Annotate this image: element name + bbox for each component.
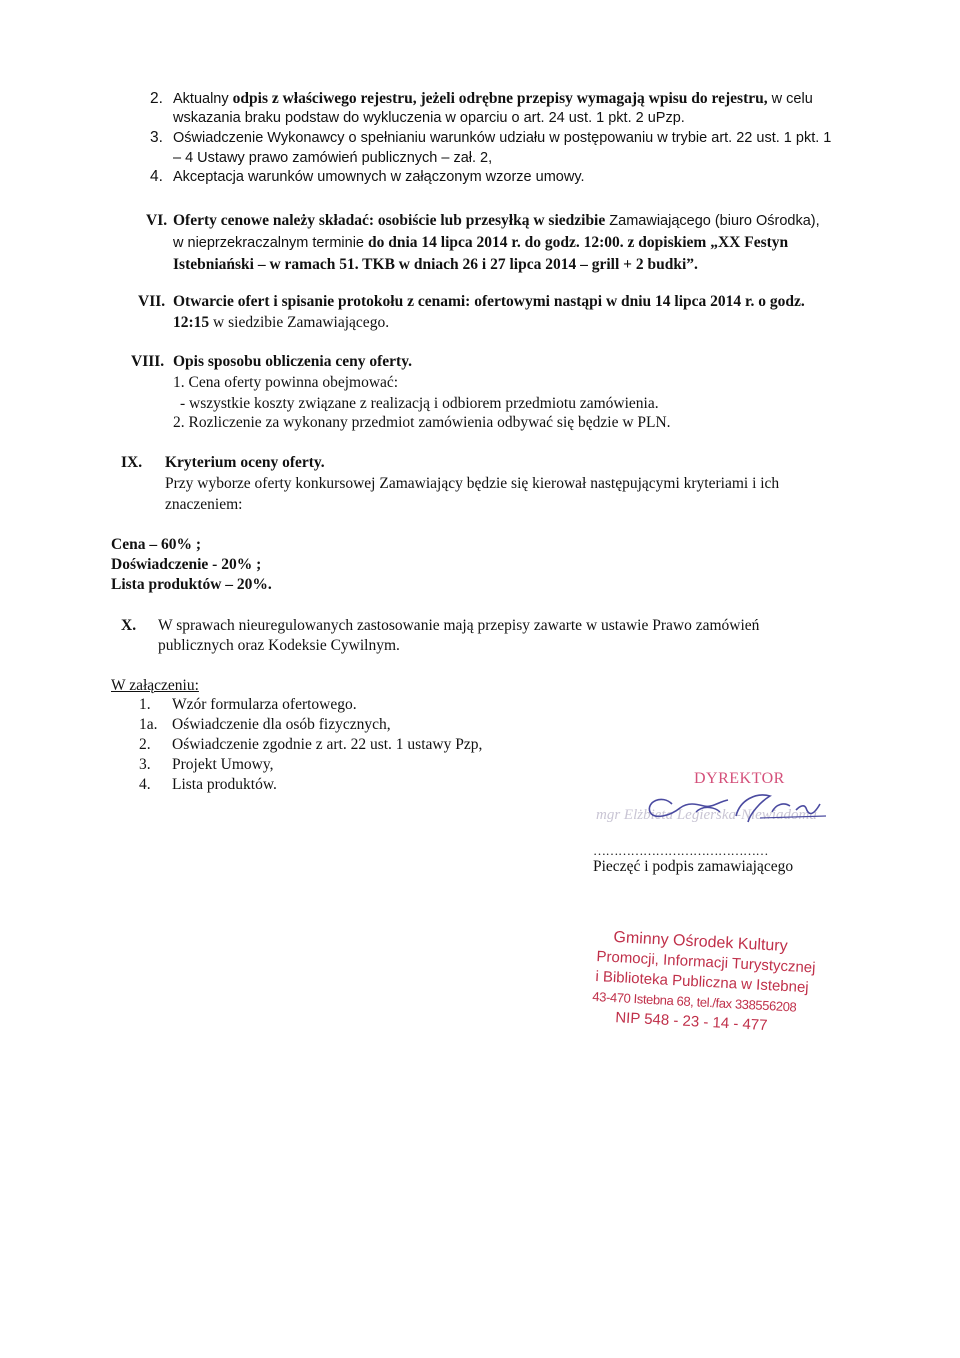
attachment-number: 1a. <box>139 716 158 733</box>
item2-line1-pre: Aktualny <box>173 91 233 107</box>
item4-line1: Akceptacja warunków umownych w załączonym wzorze umowy. <box>173 169 585 185</box>
section-vii-line2-bold: 12:15 <box>173 314 210 331</box>
section-x-line1: W sprawach nieuregulowanych zastosowanie mają przepisy zawarte w ustawie Prawo zamówień <box>158 617 760 634</box>
signature-name: mgr Elżbieta Legierska-Niewiadoma <box>596 807 817 823</box>
section-number: VII. <box>138 293 166 310</box>
attachments-heading: W załączeniu: <box>111 677 199 694</box>
item2-line1-bold: odpis z właściwego rejestru, jeżeli odrębne przepisy wymagają wpisu do rejestru, <box>232 90 768 107</box>
section-vi-line1-post: Zamawiającego (biuro Ośrodka), <box>605 213 820 229</box>
attachment-item: Wzór formularza ofertowego. <box>172 696 357 713</box>
section-vi-line3: Istebniański – w ramach 51. TKB w dniach 26 i 27 lipca 2014 – grill + 2 budki”. <box>173 256 698 273</box>
item2-line1-post: w celu <box>767 91 813 107</box>
stamp-line1: Gminny Ośrodek Kultury <box>613 928 789 956</box>
section-vi-line2-pre: w nieprzekraczalnym terminie <box>173 235 369 251</box>
section-vii-line2-post: w siedzibie Zamawiającego. <box>209 314 390 331</box>
stamp-line2: Promocji, Informacji Turystycznej <box>596 948 816 977</box>
signature-dots: …………………………………… <box>593 843 768 858</box>
item2-line1 <box>173 90 813 108</box>
section-number: IX. <box>121 454 143 471</box>
stamp-line3: i Biblioteka Publiczna w Istebnej <box>595 968 810 997</box>
attachment-number: 4. <box>139 776 151 793</box>
section-vi-line2 <box>173 234 788 252</box>
attachment-number: 3. <box>139 756 151 773</box>
section-ix-heading: Kryterium oceny oferty. <box>165 454 325 471</box>
section-x-line2: publicznych oraz Kodeksie Cywilnym. <box>158 637 400 654</box>
item2-line2: wskazania braku podstaw do wykluczenia w oparciu o art. 24 ust. 1 pkt. 2 uPzp. <box>173 110 685 126</box>
attachment-number: 2. <box>139 736 151 753</box>
attachment-item: Lista produktów. <box>172 776 277 793</box>
section-viii-line3: 2. Rozliczenie za wykonany przedmiot zamówienia odbywać się będzie w PLN. <box>173 414 671 431</box>
handwritten-signature <box>600 782 840 830</box>
criteria-experience: Doświadczenie - 20% ; <box>111 556 262 573</box>
item3-line2: – 4 Ustawy prawo zamówień publicznych – zał. 2, <box>173 150 493 166</box>
section-number: VI. <box>146 212 168 229</box>
section-number: VIII. <box>131 353 165 370</box>
section-number: X. <box>121 617 137 634</box>
section-viii-line1: 1. Cena oferty powinna obejmować: <box>173 374 399 391</box>
stamp-line5: NIP 548 - 23 - 14 - 477 <box>614 1009 768 1035</box>
section-vii-line1: Otwarcie ofert i spisanie protokołu z cenami: ofertowymi nastąpi w dniu 14 lipca 2014 r. o godz. <box>173 293 805 310</box>
section-ix-line1: Przy wyborze oferty konkursowej Zamawiający będzie się kierował następującymi kryteriami i ich <box>165 475 780 492</box>
criteria-product-list: Lista produktów – 20%. <box>111 576 272 593</box>
attachment-item: Projekt Umowy, <box>172 756 274 773</box>
section-vi-line2-bold: do dnia 14 lipca 2014 r. do godz. 12:00. z dopiskiem „XX Festyn <box>368 234 789 251</box>
item-number: 4. <box>150 168 163 185</box>
attachment-item: Oświadczenie zgodnie z art. 22 ust. 1 ustawy Pzp, <box>172 736 483 753</box>
section-vi-line1 <box>173 212 820 230</box>
institution-stamp <box>590 928 836 1052</box>
attachment-item: Oświadczenie dla osób fizycznych, <box>172 716 391 733</box>
section-vii-line2 <box>173 314 389 332</box>
section-ix-line2: znaczeniem: <box>165 496 243 513</box>
signature-caption: Pieczęć i podpis zamawiającego <box>593 858 794 875</box>
item3-line1: Oświadczenie Wykonawcy o spełnianiu warunków udziału w postępowaniu w trybie art. 22 ust. 1 pkt. 1 <box>173 130 832 146</box>
item-number: 3. <box>150 129 163 146</box>
item-number: 2. <box>150 90 163 107</box>
section-viii-heading: Opis sposobu obliczenia ceny oferty. <box>173 353 412 370</box>
section-viii-line2: - wszystkie koszty związane z realizacją i odbiorem przedmiotu zamówienia. <box>180 395 659 412</box>
signature-title: DYREKTOR <box>694 770 785 787</box>
criteria-price: Cena – 60% ; <box>111 536 201 553</box>
stamp-line4: 43-470 Istebna 68, tel./fax 338556208 <box>592 988 797 1015</box>
attachment-number: 1. <box>139 696 151 713</box>
section-vi-line1-bold: Oferty cenowe należy składać: osobiście lub przesyłką w siedzibie <box>173 212 606 229</box>
